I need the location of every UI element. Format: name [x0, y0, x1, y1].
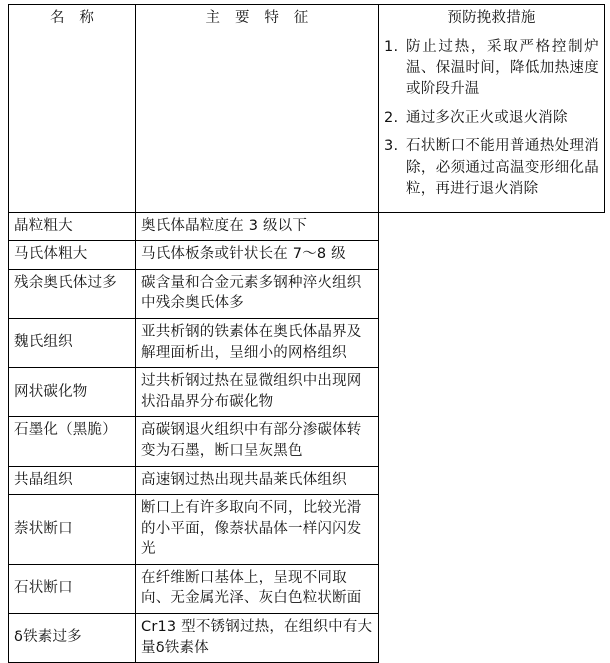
defect-feature: 奥氏体晶粒度在 3 级以下	[136, 212, 379, 241]
defect-name: 晶粒粗大	[9, 212, 136, 241]
column-header-measure	[379, 5, 605, 213]
table-body	[9, 212, 605, 662]
defect-name: 石状断口	[9, 564, 136, 613]
defect-feature: 亚共析钢的铁素体在奥氏体晶界及解理面析出，呈细小的网格组织	[136, 319, 379, 368]
table-row	[9, 466, 605, 495]
defect-feature: 高速钢过热出现共晶莱氏体组织	[136, 466, 379, 495]
table-row	[9, 241, 605, 270]
defect-name: 网状碳化物	[9, 368, 136, 417]
defect-name: 石墨化（黑脆）	[9, 417, 136, 466]
table-row	[9, 319, 605, 368]
defect-feature: 高碳钢退火组织中有部分渗碳体转变为石墨，断口呈灰黑色	[136, 417, 379, 466]
measure-item: 石状断口不能用普通热处理消除，必须通过高温变形细化晶粒，再进行退火消除	[406, 138, 599, 198]
defect-feature: 在纤维断口基体上，呈现不同取向、无金属光泽、灰白色粒状断面	[136, 564, 379, 613]
measures-title: 预防挽救措施	[447, 10, 536, 26]
column-header-name: 名 称	[9, 5, 136, 213]
defect-feature: 断口上有许多取向不同，比较光滑的小平面，像萘状晶体一样闪闪发光	[136, 495, 379, 565]
defect-feature: Cr13 型不锈钢过热，在组织中有大量δ铁素体	[136, 614, 379, 663]
defect-name: δ铁素过多	[9, 614, 136, 663]
defects-table	[8, 4, 605, 663]
defect-name: 萘状断口	[9, 495, 136, 565]
defect-name: 马氏体粗大	[9, 241, 136, 270]
table-header	[9, 5, 605, 213]
measure-item: 通过多次正火或退火消除	[406, 109, 568, 126]
table-row	[9, 269, 605, 318]
table-row	[9, 614, 605, 663]
defect-name: 残余奥氏体过多	[9, 269, 136, 318]
table-row	[9, 368, 605, 417]
measures-list	[384, 37, 599, 201]
measure-item: 防止过热，采取严格控制炉温、保温时间，降低加热速度或阶段升温	[406, 38, 599, 98]
table-row	[9, 564, 605, 613]
table-row	[9, 417, 605, 466]
defect-feature: 马氏体板条或针状长在 7～8 级	[136, 241, 379, 270]
defect-feature: 过共析钢过热在显微组织中出现网状沿晶界分布碳化物	[136, 368, 379, 417]
column-header-feature: 主 要 特 征	[136, 5, 379, 213]
table-row	[9, 495, 605, 565]
table-header-row	[9, 5, 605, 213]
defect-feature: 碳含量和合金元素多钢种淬火组织中残余奥氏体多	[136, 269, 379, 318]
table-row	[9, 212, 605, 241]
defect-name: 魏氏组织	[9, 319, 136, 368]
defect-name: 共晶组织	[9, 466, 136, 495]
